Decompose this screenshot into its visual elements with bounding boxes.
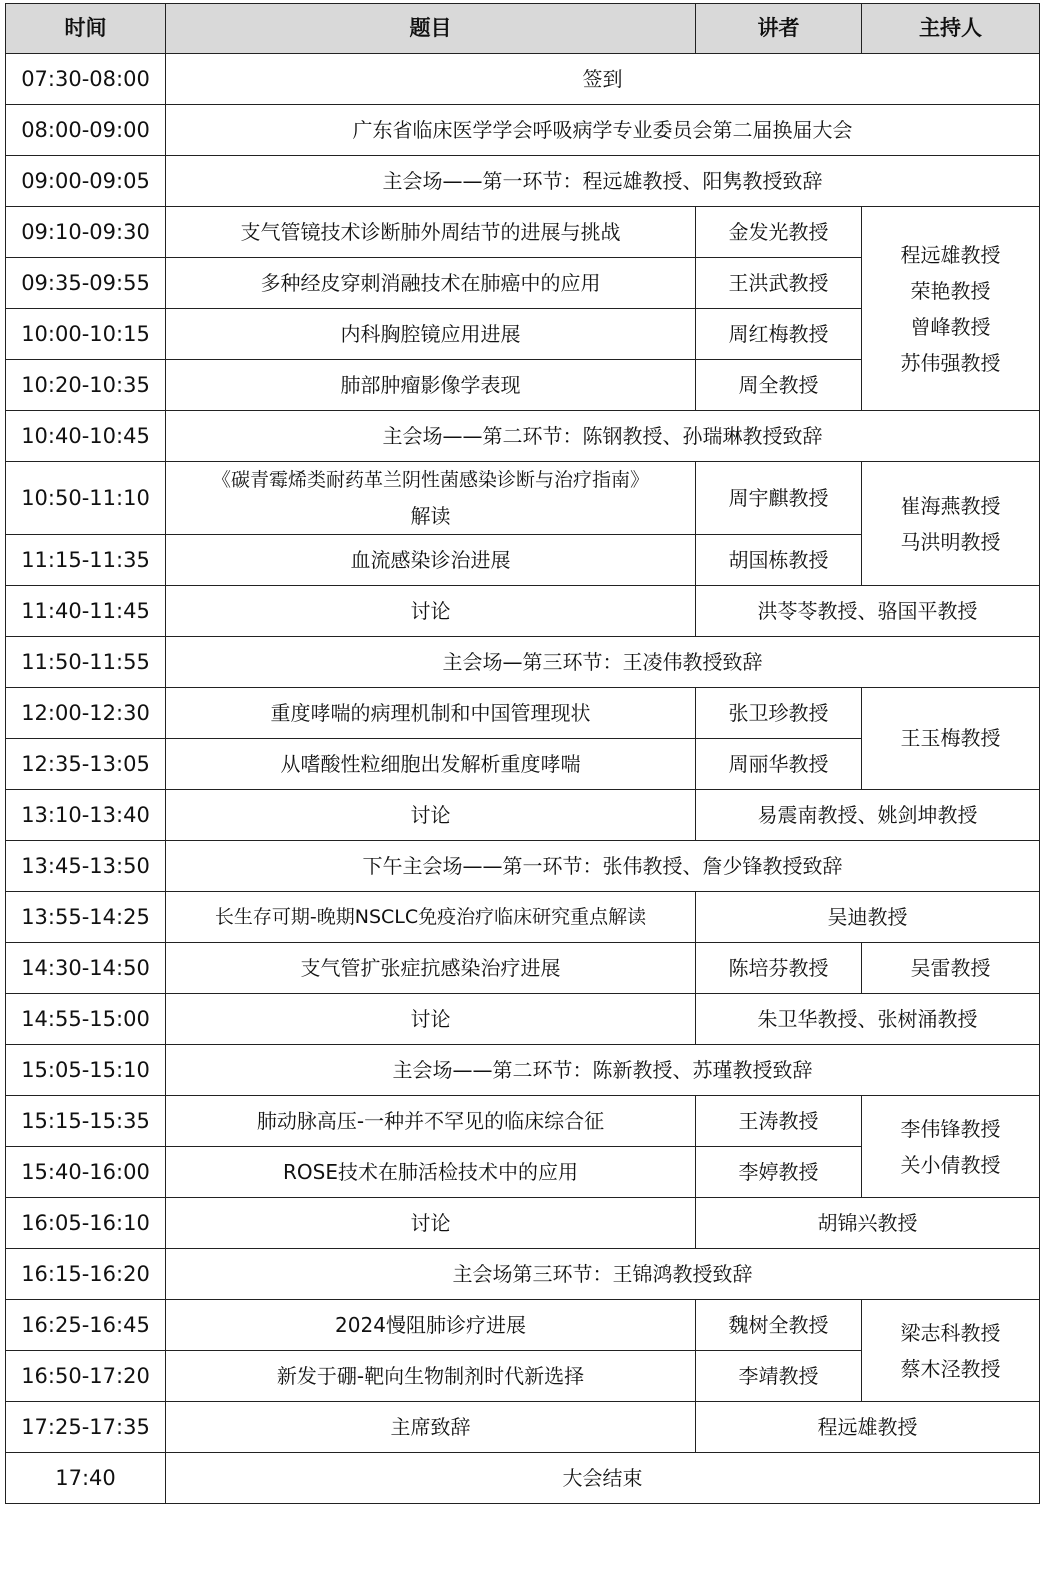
table-row [6,994,1040,1045]
table-row [6,54,1040,105]
time-cell: 09:35-09:55 [6,258,166,309]
host-name: 曾峰教授 [910,314,991,339]
table-row [6,790,1040,841]
time-cell: 16:25-16:45 [6,1300,166,1351]
time-cell: 12:00-12:30 [6,688,166,739]
table-row [6,1402,1040,1453]
topic-cell: 支气管镜技术诊断肺外周结节的进展与挑战 [166,207,696,258]
people-cell: 易震南教授、姚剑坤教授 [696,790,1040,841]
topic-cell: 长生存可期-晚期NSCLC免疫治疗临床研究重点解读 [166,892,696,943]
table-row [6,1249,1040,1300]
session-cell: 主会场——第二环节：陈新教授、苏瑾教授致辞 [166,1045,1040,1096]
host-cell [862,1096,1040,1198]
host-name: 梁志科教授 [900,1320,1001,1345]
speaker-cell: 王涛教授 [696,1096,862,1147]
time-cell: 07:30-08:00 [6,54,166,105]
time-cell: 12:35-13:05 [6,739,166,790]
time-cell: 15:40-16:00 [6,1147,166,1198]
header-row [6,4,1040,54]
host-name: 苏伟强教授 [900,350,1001,375]
table-row [6,841,1040,892]
host-name: 荣艳教授 [910,278,991,303]
topic-cell: 内科胸腔镜应用进展 [166,309,696,360]
time-cell: 15:15-15:35 [6,1096,166,1147]
session-cell: 主会场—第三环节：王凌伟教授致辞 [166,637,1040,688]
speaker-cell: 李婷教授 [696,1147,862,1198]
host-name: 李伟锋教授 [900,1116,1001,1141]
topic-cell: 讨论 [166,790,696,841]
people-cell: 胡锦兴教授 [696,1198,1040,1249]
topic-cell: 主席致辞 [166,1402,696,1453]
host-name: 关小倩教授 [900,1152,1001,1177]
time-cell: 14:55-15:00 [6,994,166,1045]
time-cell: 09:10-09:30 [6,207,166,258]
time-cell: 09:00-09:05 [6,156,166,207]
speaker-cell: 周丽华教授 [696,739,862,790]
session-cell: 签到 [166,54,1040,105]
speaker-cell: 周红梅教授 [696,309,862,360]
table-row [6,688,1040,739]
time-cell: 11:15-11:35 [6,535,166,586]
table-row [6,156,1040,207]
host-cell: 吴雷教授 [862,943,1040,994]
time-cell: 16:50-17:20 [6,1351,166,1402]
session-cell: 广东省临床医学学会呼吸病学专业委员会第二届换届大会 [166,105,1040,156]
table-row [6,1300,1040,1351]
time-cell: 11:40-11:45 [6,586,166,637]
time-cell: 13:45-13:50 [6,841,166,892]
time-cell: 16:05-16:10 [6,1198,166,1249]
time-cell: 17:40 [6,1453,166,1504]
people-cell: 朱卫华教授、张树涌教授 [696,994,1040,1045]
speaker-cell: 金发光教授 [696,207,862,258]
time-cell: 10:50-11:10 [6,462,166,535]
table-row [6,411,1040,462]
agenda-table [5,3,1040,1504]
topic-cell: 从嗜酸性粒细胞出发解析重度哮喘 [166,739,696,790]
speaker-cell: 胡国栋教授 [696,535,862,586]
topic-cell: 肺动脉高压-一种并不罕见的临床综合征 [166,1096,696,1147]
speaker-cell: 周宇麒教授 [696,462,862,535]
time-cell: 08:00-09:00 [6,105,166,156]
topic-cell: 血流感染诊治进展 [166,535,696,586]
table-row [6,637,1040,688]
people-cell: 洪苓苓教授、骆国平教授 [696,586,1040,637]
session-cell: 下午主会场——第一环节：张伟教授、詹少锋教授致辞 [166,841,1040,892]
table-row [6,892,1040,943]
table-row [6,1198,1040,1249]
topic-cell: 新发于硼-靶向生物制剂时代新选择 [166,1351,696,1402]
topic-line: 解读 [410,504,451,528]
time-cell: 10:40-10:45 [6,411,166,462]
speaker-cell: 李靖教授 [696,1351,862,1402]
topic-cell: 重度哮喘的病理机制和中国管理现状 [166,688,696,739]
header-speaker: 讲者 [696,4,862,54]
speaker-cell: 张卫珍教授 [696,688,862,739]
topic-cell: 讨论 [166,1198,696,1249]
topic-cell: 支气管扩张症抗感染治疗进展 [166,943,696,994]
speaker-cell: 周全教授 [696,360,862,411]
time-cell: 10:00-10:15 [6,309,166,360]
table-row [6,105,1040,156]
session-cell: 主会场——第二环节：陈钢教授、孙瑞琳教授致辞 [166,411,1040,462]
topic-cell: 多种经皮穿刺消融技术在肺癌中的应用 [166,258,696,309]
session-cell: 主会场——第一环节：程远雄教授、阳隽教授致辞 [166,156,1040,207]
topic-cell: 2024慢阻肺诊疗进展 [166,1300,696,1351]
table-row [6,462,1040,535]
table-row [6,1453,1040,1504]
topic-cell: ROSE技术在肺活检技术中的应用 [166,1147,696,1198]
people-cell: 程远雄教授 [696,1402,1040,1453]
header-topic: 题目 [166,4,696,54]
host-cell: 王玉梅教授 [862,688,1040,790]
speaker-cell: 陈培芬教授 [696,943,862,994]
time-cell: 10:20-10:35 [6,360,166,411]
host-name: 蔡木泾教授 [900,1356,1001,1381]
session-cell: 大会结束 [166,1453,1040,1504]
table-row [6,1096,1040,1147]
topic-cell: 讨论 [166,586,696,637]
speaker-cell: 王洪武教授 [696,258,862,309]
time-cell: 17:25-17:35 [6,1402,166,1453]
topic-cell: 讨论 [166,994,696,1045]
header-time: 时间 [6,4,166,54]
host-cell [862,462,1040,586]
header-host: 主持人 [862,4,1040,54]
session-cell: 主会场第三环节：王锦鸿教授致辞 [166,1249,1040,1300]
table-row [6,586,1040,637]
host-cell [862,1300,1040,1402]
speaker-cell: 魏树全教授 [696,1300,862,1351]
host-name: 崔海燕教授 [900,493,1001,518]
time-cell: 16:15-16:20 [6,1249,166,1300]
time-cell: 13:10-13:40 [6,790,166,841]
table-row [6,943,1040,994]
time-cell: 13:55-14:25 [6,892,166,943]
topic-cell [166,462,696,535]
topic-cell: 肺部肿瘤影像学表现 [166,360,696,411]
host-name: 马洪明教授 [900,529,1001,554]
time-cell: 11:50-11:55 [6,637,166,688]
host-cell [862,207,1040,411]
time-cell: 14:30-14:50 [6,943,166,994]
people-cell: 吴迪教授 [696,892,1040,943]
table-row [6,1045,1040,1096]
table-row [6,207,1040,258]
topic-line: 《碳青霉烯类耐药革兰阴性菌感染诊断与治疗指南》 [211,469,649,491]
time-cell: 15:05-15:10 [6,1045,166,1096]
host-name: 程远雄教授 [900,242,1001,267]
